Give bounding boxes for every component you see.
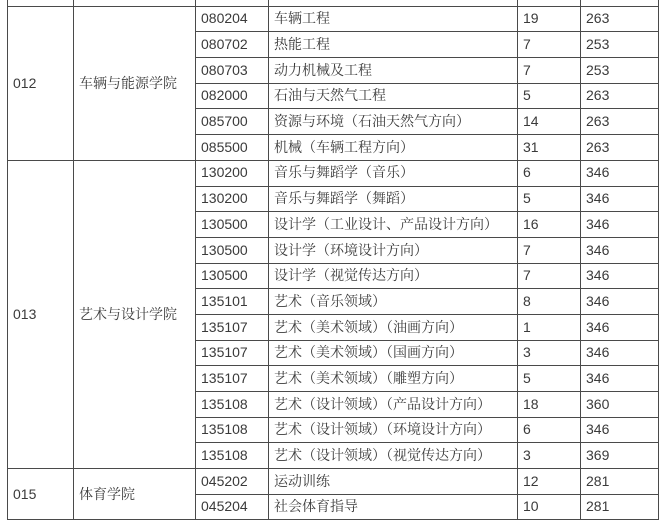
college-name-cell: 车辆与能源学院 <box>74 6 196 160</box>
count-cell: 6 <box>518 160 581 186</box>
major-name-cell: 艺术（设计领域）（视觉传达方向） <box>269 443 518 469</box>
major-name-cell: 动力机械及工程 <box>269 58 518 84</box>
major-code-cell: 130200 <box>196 186 269 212</box>
count-cell: 7 <box>518 237 581 263</box>
major-name-cell: 设计学（视觉传达方向） <box>269 263 518 289</box>
count-cell: 3 <box>518 443 581 469</box>
score-cell: 346 <box>581 417 659 443</box>
college-name-cell: 艺术与设计学院 <box>74 160 196 468</box>
major-code-cell: 085500 <box>196 135 269 161</box>
major-name-cell: 音乐与舞蹈学（音乐） <box>269 160 518 186</box>
major-code-cell: 135108 <box>196 392 269 418</box>
major-code-cell: 135108 <box>196 417 269 443</box>
table-body <box>8 0 659 520</box>
major-code-cell: 082000 <box>196 83 269 109</box>
admissions-table <box>7 0 659 520</box>
major-name-cell: 运动训练 <box>269 469 518 495</box>
major-code-cell: 080702 <box>196 32 269 58</box>
count-cell: 8 <box>518 289 581 315</box>
major-code-cell: 135107 <box>196 366 269 392</box>
count-cell: 31 <box>518 135 581 161</box>
major-code-cell: 045204 <box>196 494 269 520</box>
major-name-cell: 石油与天然气工程 <box>269 83 518 109</box>
score-cell: 369 <box>581 443 659 469</box>
count-cell: 14 <box>518 109 581 135</box>
major-name-cell: 音乐与舞蹈学（舞蹈） <box>269 186 518 212</box>
major-code-cell: 130500 <box>196 263 269 289</box>
major-code-cell: 085700 <box>196 109 269 135</box>
score-cell: 263 <box>581 135 659 161</box>
major-code-cell: 135108 <box>196 443 269 469</box>
major-name-cell: 资源与环境（石油天然气方向） <box>269 109 518 135</box>
major-name-cell: 艺术（音乐领域） <box>269 289 518 315</box>
count-cell: 5 <box>518 186 581 212</box>
score-cell: 346 <box>581 160 659 186</box>
count-cell: 10 <box>518 494 581 520</box>
major-code-cell: 130200 <box>196 160 269 186</box>
count-cell: 7 <box>518 263 581 289</box>
major-name-cell: 艺术（设计领域）（环境设计方向） <box>269 417 518 443</box>
major-code-cell: 135107 <box>196 340 269 366</box>
major-name-cell: 车辆工程 <box>269 6 518 32</box>
major-name-cell: 机械（车辆工程方向） <box>269 135 518 161</box>
score-cell: 360 <box>581 392 659 418</box>
college-code-cell: 013 <box>8 160 74 468</box>
count-cell: 18 <box>518 392 581 418</box>
score-cell: 346 <box>581 186 659 212</box>
college-code-cell: 015 <box>8 469 74 520</box>
score-cell: 263 <box>581 6 659 32</box>
major-name-cell: 艺术（美术领域）（国画方向） <box>269 340 518 366</box>
count-cell: 6 <box>518 417 581 443</box>
college-code-cell: 012 <box>8 6 74 160</box>
score-cell: 281 <box>581 469 659 495</box>
count-cell: 5 <box>518 83 581 109</box>
count-cell: 7 <box>518 58 581 84</box>
major-name-cell: 艺术（美术领域）（油画方向） <box>269 314 518 340</box>
major-name-cell: 艺术（设计领域）（产品设计方向） <box>269 392 518 418</box>
major-name-cell: 社会体育指导 <box>269 494 518 520</box>
score-cell: 346 <box>581 237 659 263</box>
score-cell: 346 <box>581 366 659 392</box>
table-row <box>8 469 659 495</box>
score-cell: 281 <box>581 494 659 520</box>
score-cell: 346 <box>581 340 659 366</box>
major-name-cell: 艺术（美术领域）（雕塑方向） <box>269 366 518 392</box>
count-cell: 3 <box>518 340 581 366</box>
major-code-cell: 080703 <box>196 58 269 84</box>
score-cell: 263 <box>581 109 659 135</box>
count-cell: 1 <box>518 314 581 340</box>
score-cell: 346 <box>581 212 659 238</box>
major-code-cell: 135101 <box>196 289 269 315</box>
score-cell: 253 <box>581 32 659 58</box>
score-cell: 263 <box>581 83 659 109</box>
score-cell: 346 <box>581 263 659 289</box>
count-cell: 7 <box>518 32 581 58</box>
major-code-cell: 080204 <box>196 6 269 32</box>
college-name-cell: 体育学院 <box>74 469 196 520</box>
table-row <box>8 6 659 32</box>
count-cell: 19 <box>518 6 581 32</box>
major-code-cell: 130500 <box>196 237 269 263</box>
major-name-cell: 热能工程 <box>269 32 518 58</box>
major-code-cell: 135107 <box>196 314 269 340</box>
major-code-cell: 130500 <box>196 212 269 238</box>
major-name-cell: 设计学（环境设计方向） <box>269 237 518 263</box>
major-code-cell: 045202 <box>196 469 269 495</box>
count-cell: 12 <box>518 469 581 495</box>
score-cell: 346 <box>581 289 659 315</box>
score-cell: 346 <box>581 314 659 340</box>
major-name-cell: 设计学（工业设计、产品设计方向） <box>269 212 518 238</box>
count-cell: 5 <box>518 366 581 392</box>
score-cell: 253 <box>581 58 659 84</box>
count-cell: 16 <box>518 212 581 238</box>
table-row <box>8 160 659 186</box>
